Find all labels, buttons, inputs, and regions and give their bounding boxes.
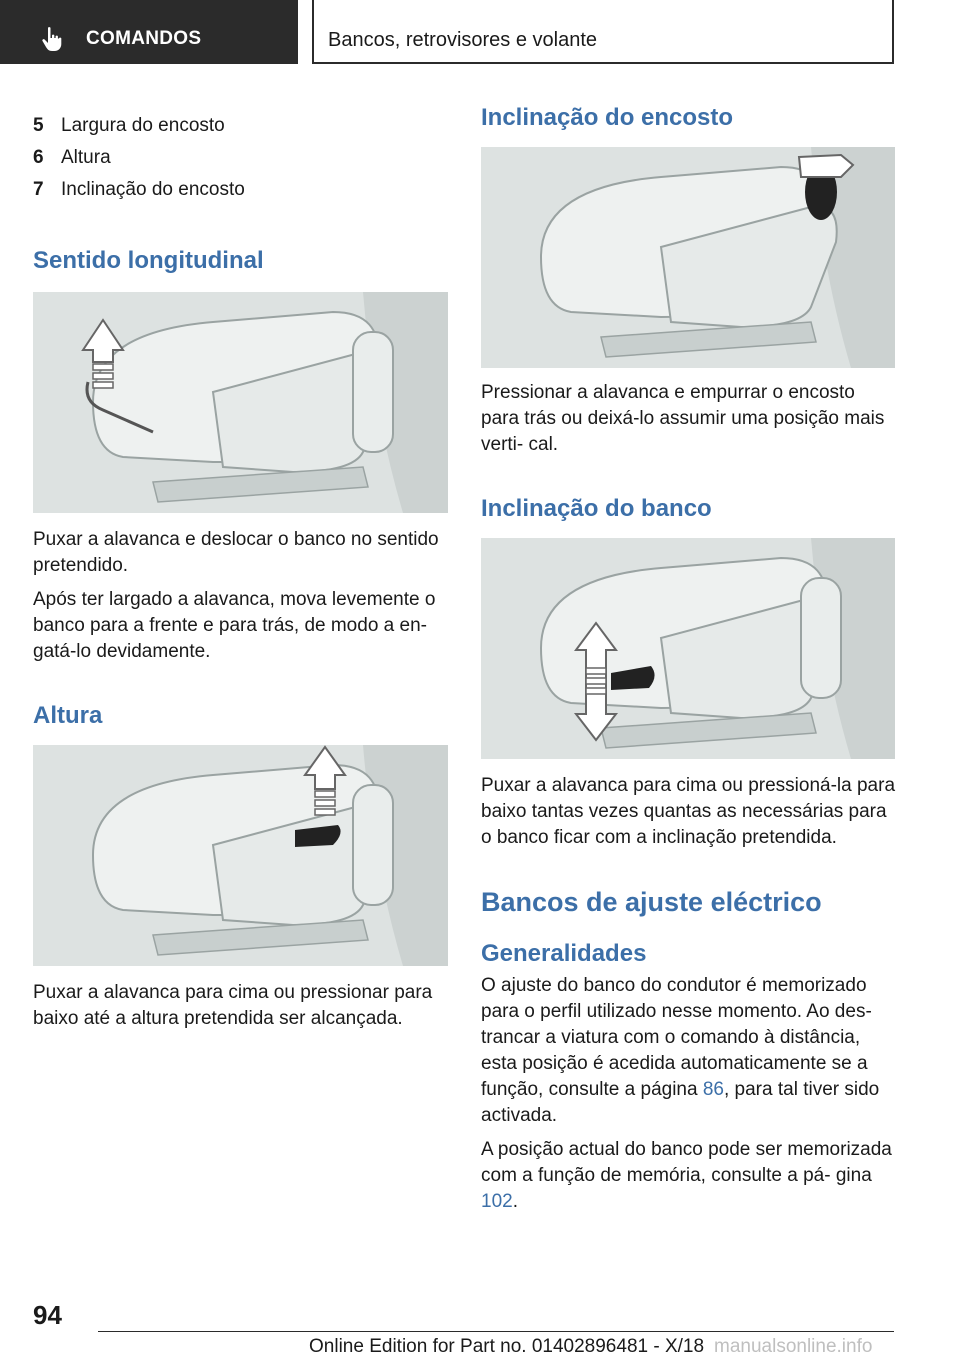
figure-seat-height (33, 745, 448, 966)
paragraph: Pressionar a alavanca e empurrar o encosto para trás ou deixá-lo assumir uma posição mais verti‐ cal. (481, 382, 885, 455)
footer-divider (98, 1331, 894, 1332)
heading-inclinacao-encosto: Inclinação do encosto (481, 104, 734, 131)
list-item: 7 Inclinação do encosto (33, 179, 245, 200)
heading-altura: Altura (33, 702, 103, 729)
chapter-title-box (312, 0, 894, 64)
heading-generalidades: Generalidades (481, 940, 647, 967)
section-tab (0, 0, 298, 64)
paragraph: Após ter largado a alavanca, mova levemente o banco para a frente e para trás, de modo a en‐ gatá-lo devidamente. (33, 589, 436, 662)
paragraph: O ajuste do banco do condutor é memorizado para o perfil utilizado nesse momento. Ao des‐ trancar a viatura com o comando à distância, esta posição é acedida automaticamente se a função, consulte a página 86, para tal tiver sido activada. (481, 975, 880, 1126)
page-ref-link[interactable]: 86 (702, 1079, 724, 1100)
paragraph: Puxar a alavanca para cima ou pressioná-la para baixo tantas vezes quantas as necessárias para o banco ficar com a inclinação pretendida. (481, 775, 896, 848)
paragraph: A posição actual do banco pode ser memorizada com a função de memória, consulte a pá‐ gina 102. (481, 1139, 892, 1212)
page-ref-link[interactable]: 102 (481, 1191, 513, 1212)
pointing-hand-icon (40, 26, 66, 52)
figure-seat-longitudinal (33, 292, 448, 513)
heading-inclinacao-banco: Inclinação do banco (481, 495, 712, 522)
chapter-title: Bancos, retrovisores e volante (328, 29, 598, 51)
paragraph: Puxar a alavanca e deslocar o banco no sentido pretendido. (33, 529, 439, 576)
heading-sentido-longitudinal: Sentido longitudinal (33, 247, 264, 274)
list-item: 5 Largura do encosto (33, 115, 225, 136)
footer-edition: Online Edition for Part no. 01402896481 - X/18 (309, 1336, 705, 1357)
paragraph: Puxar a alavanca para cima ou pressionar para baixo até a altura pretendida ser alcançada. (33, 982, 433, 1029)
figure-backrest-tilt (481, 147, 895, 368)
list-item: 6 Altura (33, 147, 111, 168)
section-label: COMANDOS (86, 28, 202, 49)
left-column (33, 100, 448, 1032)
right-column (481, 100, 895, 1215)
watermark-brand: manualsonline.info (714, 1336, 873, 1357)
heading-bancos-ajuste-electrico: Bancos de ajuste eléctrico (481, 887, 822, 917)
figure-seat-tilt (481, 538, 895, 759)
page-number: 94 (33, 1300, 62, 1330)
numbered-list (33, 110, 448, 206)
curved-arrow-icon (799, 155, 853, 177)
